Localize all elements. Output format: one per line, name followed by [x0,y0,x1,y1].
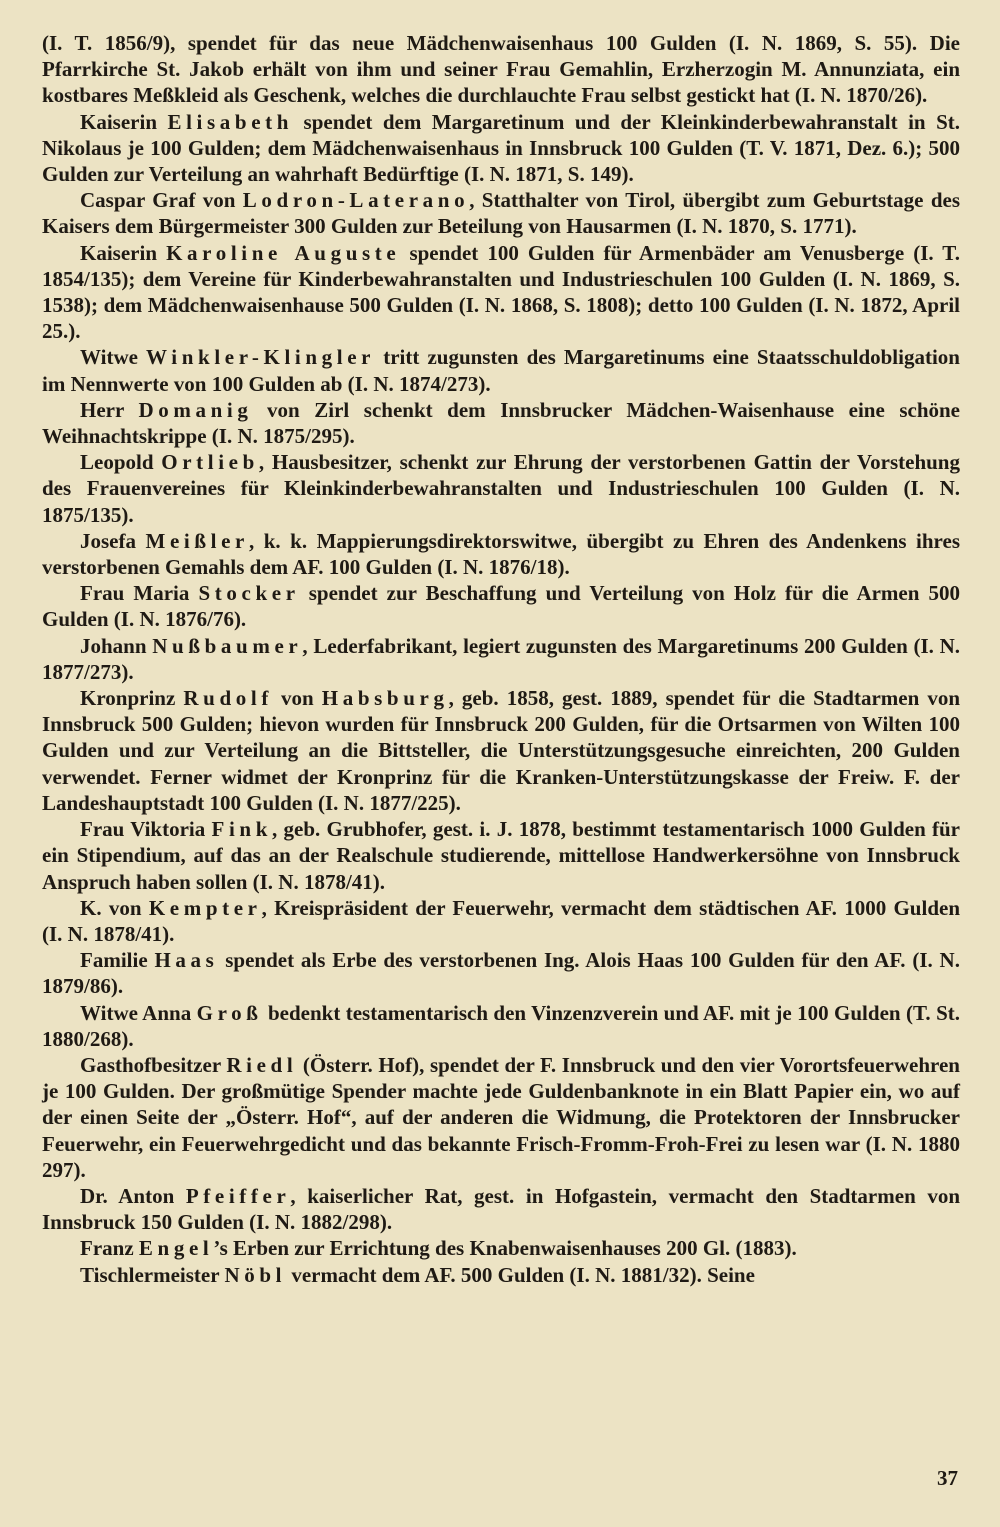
spaced-name: Fink [211,817,273,842]
paragraph [42,685,960,816]
text-run: spendet dem Margaretinum und der Kleinkinderbewahranstalt in St. Nikolaus je 100 Gulden; dem Mädchenwaisenhaus in Innsbruck 100 Gulden (T. V. 1871, Dez. 6.); 500 Gulden zur Verteilung an wahrhaft Bedürftige (I. N. 1871, S. 149). [42,109,960,187]
paragraph [42,580,960,632]
text-run: , k. k. Mappierungsdirektorswitwe, übergibt zu Ehren des Andenkens ihres verstorbenen Gemahls dem AF. 100 Gulden (I. N. 1876/18). [42,528,960,580]
text-run: Kaiserin [80,240,167,265]
paragraph [42,187,960,239]
spaced-name: Lodron-Laterano [242,188,470,213]
paragraph [42,1183,960,1235]
spaced-name: Winkler-Klingler [146,345,376,370]
spaced-name: Kempter [148,895,262,920]
paragraph [42,344,960,396]
spaced-name: Nußbaumer [152,633,303,658]
spaced-name: Domanig [138,397,253,422]
text-run: , Hausbesitzer, schenkt zur Ehrung der verstorbenen Gattin der Vorstehung des Frauenvereines für Kleinkinderbewahranstalten und Industrieschulen 100 Gulden (I. N. 1875/135). [42,450,960,527]
text-run: Witwe [80,345,147,370]
paragraph [42,30,960,109]
text-run: (Österr. Hof), spendet der F. Innsbruck und den vier Vorortsfeuerwehren je 100 Gulden. Der großmütige Spender machte jede Guldenbanknote in ein Blatt Papier ein, wo auf der einen Seite der „Österr. Hof“, auf der anderen die Widmung, die Protektoren der Innsbrucker Feuerwehr, ein Feuerwehrgedicht und das bekannte Frisch-Fromm-Froh-Frei zu lesen war (I. N. 1880 297). [42,1052,960,1182]
text-run: Familie [80,948,155,973]
spaced-name: Riedl [226,1052,298,1077]
text-run: Caspar Graf von [80,188,243,213]
text-run: ’s Erben zur Errichtung des Knabenwaisenhauses 200 Gl. (1883). [213,1236,797,1261]
paragraph [42,1262,960,1288]
text-run: , kaiserlicher Rat, gest. in Hofgastein, vermacht den Stadtarmen von Innsbruck 150 Gulden (I. N. 1882/298). [42,1183,960,1235]
paragraph [42,816,960,895]
spaced-name: Nöbl [224,1262,287,1287]
text-run: , Kreispräsident der Feuerwehr, vermacht dem städtischen AF. 1000 Gulden (I. N. 1878/41). [42,895,960,946]
text-run: bedenkt testamentarisch den Vinzenzverein und AF. mit je 100 Gulden (T. St. 1880/268). [42,1000,960,1051]
text-run: spendet zur Beschaffung und Verteilung von Holz für die Armen 500 Gulden (I. N. 1876/76). [42,581,961,632]
spaced-name: Stocker [198,581,300,606]
text-run: Witwe Anna [80,1000,197,1025]
text-run: Franz [80,1236,139,1261]
text-run: , Statthalter von Tirol, übergibt zum Geburtstage des Kaisers dem Bürgermeister 300 Gulden zur Beteilung von Hausarmen (I. N. 1870, S. 1771). [42,188,961,239]
paragraph [42,1052,960,1183]
paragraph [42,397,960,449]
spaced-name: Karoline Auguste [166,240,401,265]
text-run: Tischlermeister [80,1262,225,1287]
text-run: Leopold [80,450,162,475]
spaced-name: Pfeiffer [185,1183,291,1208]
text-run: von Zirl schenkt dem Innsbrucker Mädchen-Waisenhause eine schöne Weihnachtskrippe (I. N. 1875/295). [42,397,960,449]
text-run: Gasthofbesitzer [80,1052,227,1077]
spaced-name: Habsburg [321,686,449,711]
text-run: Josefa [80,528,146,553]
spaced-name: Engel [138,1236,214,1261]
text-run: vermacht dem AF. 500 Gulden (I. N. 1881/32). Seine [286,1262,755,1287]
text-run: spendet 100 Gulden für Armenbäder am Venusberge (I. T. 1854/135); dem Vereine für Kinderbewahranstalten und Industrieschulen 100 Gulden (I. N. 1869, S. 1538); dem Mädchenwaisenhause 500 Gulden (I. N. 1868, S. 1808); detto 100 Gulden (I. N. 1872, April 25.). [42,240,961,344]
text-run: (I. T. 1856/9), spendet für das neue Mädchenwaisenhaus 100 Gulden (I. N. 1869, S. 55). Die Pfarrkirche St. Jakob erhält von ihm und seiner Frau Gemahlin, Erzherzogin M. Annunziata, ein kostbares Meßkleid als Geschenk, welches die durchlauchte Frau selbst gestickt hat (I. N. 1870/26). [42,31,960,108]
text-run: , geb. Grubhofer, gest. i. J. 1878, bestimmt testamentarisch 1000 Gulden für ein Stipendium, auf das an der Realschule studierende, mittellose Handwerkersöhne von Innsbruck Anspruch haben sollen (I. N. 1878/41). [42,817,961,894]
text-run: Kronprinz [80,686,184,711]
spaced-name: Ortlieb [161,450,259,475]
text-run: tritt zugunsten des Margaretinums eine Staatsschuldobligation im Nennwerte von 100 Gulden ab (I. N. 1874/273). [42,345,960,396]
text-run: von [272,686,322,711]
paragraph [42,240,960,345]
paragraph [42,109,960,188]
text-run: , Lederfabrikant, legiert zugunsten des Margaretinums 200 Gulden (I. N. 1877/273). [42,633,960,684]
spaced-name: Haas [154,948,219,973]
text-run: Johann [80,633,153,658]
text-run: Herr [80,397,139,422]
spaced-name: Meißler [145,528,249,553]
body-text [42,30,960,1288]
paragraph [42,947,960,999]
paragraph [42,1235,960,1261]
paragraph [42,449,960,528]
page-number: 37 [937,1466,958,1490]
paragraph [42,1000,960,1052]
text-run: Dr. Anton [80,1183,186,1208]
text-run: , geb. 1858, gest. 1889, spendet für die Stadtarmen von Innsbruck 500 Gulden; hievon wurden für Innsbruck 200 Gulden, für die Ortsarmen von Wilten 100 Gulden und zur Verteilung an die Bittsteller, die Unterstützungsgesuche einreichten, 200 Gulden verwendet. Ferner widmet der Kronprinz für die Kranken-Unterstützungskasse der Freiw. F. der Landeshauptstadt 100 Gulden (I. N. 1877/225). [42,686,960,815]
text-run: Kaiserin [80,109,168,134]
text-run: Frau Viktoria [80,817,212,842]
paragraph [42,633,960,685]
paragraph [42,895,960,947]
spaced-name: Groß [196,1000,263,1025]
text-run: Frau Maria [80,581,199,606]
spaced-name: Rudolf [183,686,273,711]
paragraph [42,528,960,580]
text-run: K. von [80,895,149,920]
spaced-name: Elisabeth [167,109,294,134]
text-run: spendet als Erbe des verstorbenen Ing. Alois Haas 100 Gulden für den AF. (I. N. 1879/86). [42,948,960,999]
